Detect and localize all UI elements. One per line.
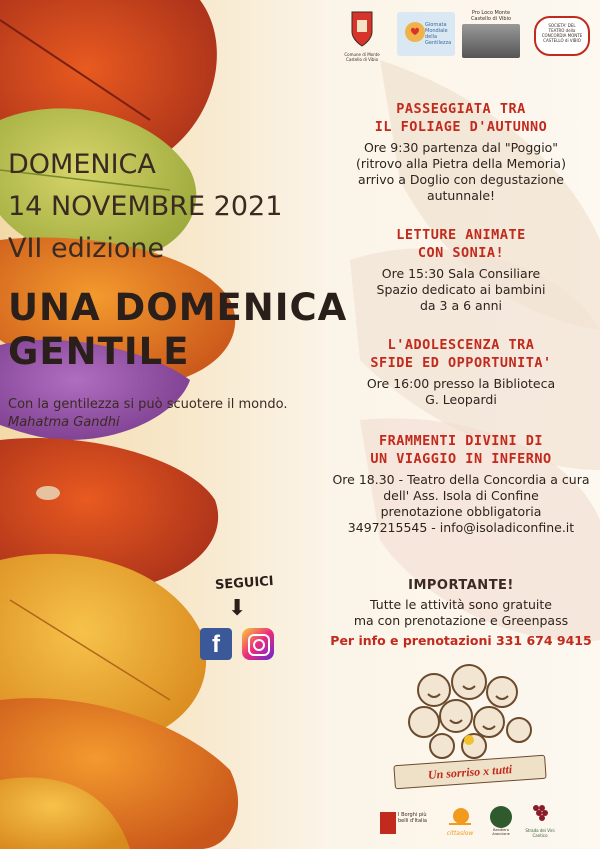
grapes-icon [530, 800, 550, 824]
teatro-concordia-logo [534, 16, 590, 56]
event-4-title-line2: UN VIAGGIO IN INFERNO [370, 451, 552, 467]
event-1-title-line1: PASSEGGIATA TRA [396, 101, 526, 117]
event-title-line1: UNA DOMENICA [8, 286, 348, 329]
event-1 [330, 100, 592, 204]
borghi-caption: I Borghi più belli d'Italia [398, 812, 427, 824]
event-date: 14 NOVEMBRE 2021 [8, 191, 283, 222]
event-4-body [330, 472, 592, 536]
event-3-body [330, 376, 592, 408]
bandiera-caption: Bandiera Arancione [492, 828, 510, 836]
event-title-line2: GENTILE [8, 330, 190, 373]
strada-vini-caption: Strada dei Vini Cantico [525, 828, 555, 838]
sorriso-banner: Un sorriso x tutti [393, 755, 546, 790]
event-4-title-line1: FRAMMENTI DIVINI DI [379, 433, 543, 449]
event-2-body [330, 266, 592, 314]
sorriso-mascot-logo [394, 660, 544, 790]
comune-caption: Comune di Monte Castello di Vibio [344, 52, 380, 62]
event-4-line: prenotazione obbligatoria [380, 504, 542, 519]
smiling-faces-illustration [394, 660, 544, 760]
event-4-line: 3497215545 - info@isoladiconfine.it [347, 520, 575, 535]
facebook-icon[interactable]: f [200, 628, 232, 660]
gandhi-quote-author: Mahatma Gandhi [8, 415, 120, 430]
pro-loco-logo [462, 10, 520, 60]
event-1-line: arrivo a Doglio con degustazione [358, 172, 564, 187]
event-day: DOMENICA [8, 149, 156, 180]
comune-logo [338, 8, 386, 68]
info-contact: Per info e prenotazioni 331 674 9415 [330, 633, 592, 648]
teatro-caption: SOCIETA' DEL TEATRO della CONCORDIA MONTE CASTELLO di VIBIO [541, 23, 583, 43]
event-4 [330, 432, 592, 536]
borghi-logo [380, 808, 428, 842]
bandiera-emblem [490, 806, 512, 828]
event-3 [330, 336, 592, 408]
event-2-title-line2: CON SONIA! [417, 245, 505, 261]
pro-loco-caption: Pro Loco Monte Castello di Vibio [470, 10, 512, 22]
coat-of-arms-icon [349, 8, 375, 48]
event-3-line: G. Leopardi [425, 392, 497, 407]
event-1-body [330, 140, 592, 204]
event-2-line: Spazio dedicato ai bambini [376, 282, 546, 297]
event-2 [330, 226, 592, 314]
giornata-gentilezza-logo [397, 12, 455, 56]
event-3-title-line2: SFIDE ED OPPORTUNITA' [370, 355, 552, 371]
important-section [330, 578, 592, 648]
cittaslow-logo [440, 806, 480, 842]
snail-icon [447, 806, 473, 826]
gandhi-quote: Con la gentilezza si può scuotere il mondo. [8, 397, 288, 412]
cittaslow-caption: cittaslow [446, 830, 474, 837]
borghi-emblem [380, 812, 396, 834]
instagram-icon[interactable] [242, 628, 274, 660]
village-photo [462, 24, 520, 58]
important-title: IMPORTANTE! [408, 578, 514, 593]
event-1-title-line2: IL FOLIAGE D'AUTUNNO [374, 119, 548, 135]
event-3-title-line1: L'ADOLESCENZA TRA [387, 337, 535, 353]
arrow-down-icon: ⬇ [228, 596, 247, 621]
bandiera-arancione-logo [488, 806, 514, 840]
strada-vini-logo [524, 800, 556, 842]
follow-us-label: SEGUICI [214, 573, 275, 594]
event-1-line: autunnale! [426, 188, 496, 203]
event-1-line: Ore 9:30 partenza dal "Poggio" [363, 140, 559, 155]
event-2-line: Ore 15:30 Sala Consiliare [381, 266, 541, 281]
event-4-line: Ore 18.30 - Teatro della Concordia a cura [332, 472, 590, 487]
event-4-line: dell' Ass. Isola di Confine [383, 488, 539, 503]
event-2-line: da 3 a 6 anni [419, 298, 503, 313]
important-line2: ma con prenotazione e Greenpass [353, 613, 569, 628]
event-3-line: Ore 16:00 presso la Biblioteca [366, 376, 556, 391]
hand-heart-icon [403, 20, 427, 44]
giornata-caption: Giornata Mondiale della Gentilezza [425, 22, 452, 46]
event-2-title-line1: LETTURE ANIMATE [396, 227, 526, 243]
event-1-line: (ritrovo alla Pietra della Memoria) [356, 156, 566, 171]
event-edition: VII edizione [8, 233, 165, 264]
important-line1: Tutte le attività sono gratuite [370, 597, 552, 612]
